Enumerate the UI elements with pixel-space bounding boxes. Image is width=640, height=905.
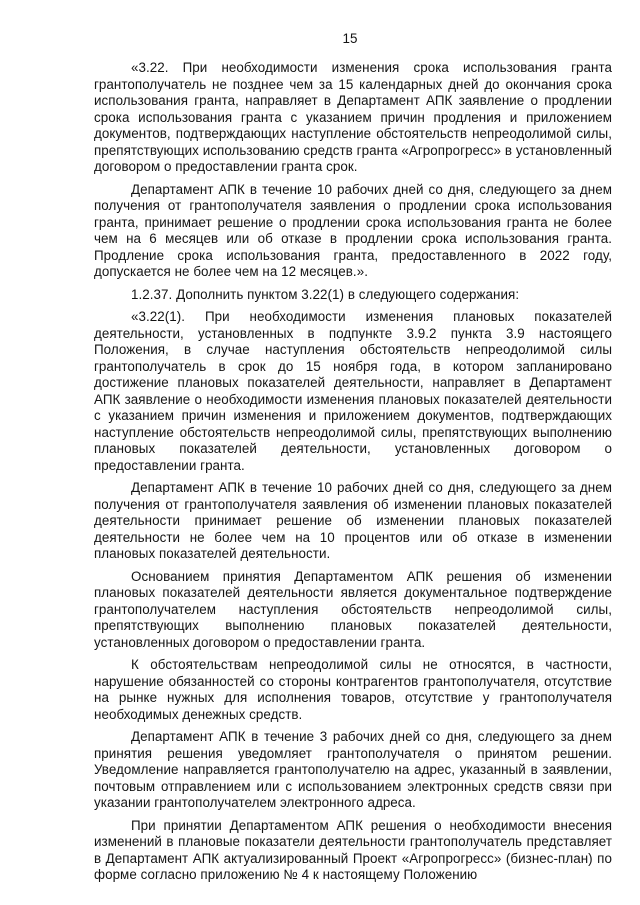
paragraph-decision-basis: Основанием принятия Департаментом АПК решения об изменении плановых показателей деятельности является документальное подтверждение грантополучателем наступления обстоятельств непреодолимой силы, препятствующих выполнению плановых показателей деятельности, установленных договором о предоставлении гранта. [94, 568, 612, 650]
paragraph-3-22-1: «3.22(1). При необходимости изменения плановых показателей деятельности, установленных в подпункте 3.9.2 пункта 3.9 настоящего Положения, в случае наступления обстоятельств непреодолимой силы грантополучатель в срок до 15 ноября года, в котором запланировано достижение плановых показателей деятельности, направляет в Департамент АПК заявление о необходимости изменения плановых показателей деятельности с указанием причин изменения и приложением документов, подтверждающих наступление обстоятельств непреодолимой силы, препятствующих выполнению плановых показателей деятельности, установленных договором о предоставлении гранта. [94, 309, 612, 473]
paragraph-department-indicators-decision: Департамент АПК в течение 10 рабочих дней со дня, следующего за днем получения от грантополучателя заявления об изменении плановых показателей деятельности принимает решение об изменении плановых показателей деятельности не более чем на 10 процентов или об отказе в изменении плановых показателей деятельности. [94, 480, 612, 561]
paragraph-department-extension-decision: Департамент АПК в течение 10 рабочих дней со дня, следующего за днем получения от грантополучателя заявления о продлении срока использования гранта, принимает решение о продлении срока использования гранта не более чем на 6 месяцев или об отказе в продлении срока использования гранта. Продление срока использования гранта, предоставленного в 2022 году, допускается не более чем на 12 месяцев.». [94, 181, 612, 279]
document-body [94, 60, 612, 890]
paragraph-3-22: «3.22. При необходимости изменения срока использования гранта грантополучатель не позднее чем за 15 календарных дней до окончания срока использования гранта, направляет в Департамент АПК заявление о продлении срока использования гранта с указанием причин продления и приложением документов, подтверждающих наступление обстоятельств непреодолимой силы, препятствующих использованию средств гранта «Агропрогресс» в установленный договором о предоставлении гранта срок. [94, 60, 612, 174]
paragraph-1-2-37: 1.2.37. Дополнить пунктом 3.22(1) в следующего содержания: [131, 286, 520, 302]
paragraph-updated-project: При принятии Департаментом АПК решения о необходимости внесения изменений в плановые показатели деятельности грантополучатель представляет в Департамент АПК актуализированный Проект «Агропрогресс» (бизнес-план) по форме согласно приложению № 4 к настоящему Положению [94, 817, 612, 882]
paragraph-notification: Департамент АПК в течение 3 рабочих дней со дня, следующего за днем принятия решения уведомляет грантополучателя о принятом решении. Уведомление направляется грантополучателю на адрес, указанный в заявлении, почтовым отправлением или с использованием электронных средств связи при указании грантополучателем электронного адреса. [94, 729, 612, 810]
page-number: 15 [342, 31, 358, 46]
paragraph-force-majeure-exclusions: К обстоятельствам непреодолимой силы не относятся, в частности, нарушение обязанностей со стороны контрагентов грантополучателя, отсутствие на рынке нужных для исполнения товаров, отсутствие у грантополучателя необходимых денежных средств. [94, 657, 612, 722]
